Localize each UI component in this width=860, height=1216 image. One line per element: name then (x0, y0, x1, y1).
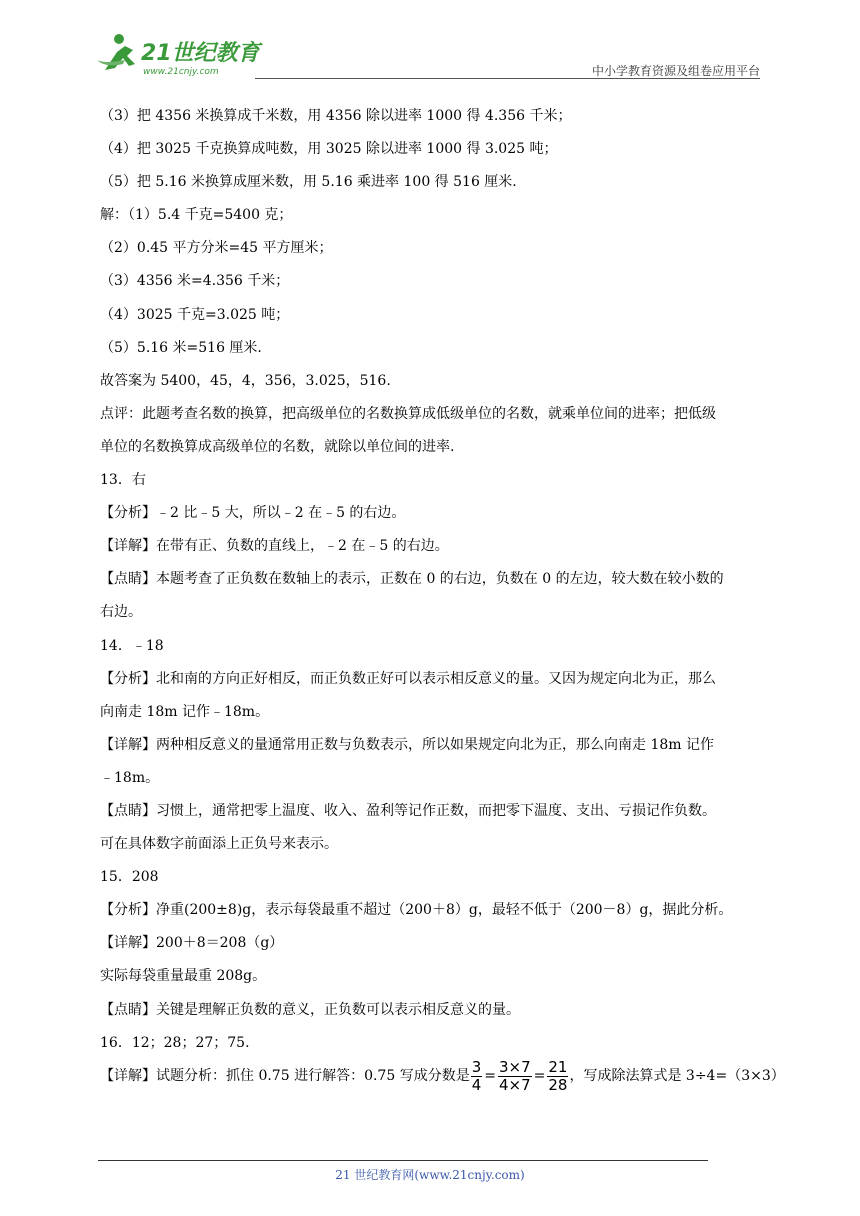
text-line: 【点睛】习惯上，通常把零上温度、收入、盈利等记作正数，而把零下温度、支出、亏损记作负数。 (100, 802, 716, 819)
text-line: （4）3025 千克=3.025 吨； (100, 306, 290, 323)
text-line: 点评：此题考查名数的换算，把高级单位的名数换算成低级单位的名数，就乘单位间的进率；把低级 (100, 405, 716, 422)
question-heading: 15．208 (100, 869, 159, 886)
text-line: （5）5.16 米=516 厘米. (100, 339, 262, 356)
text-line: 向南走 18m 记作﹣18m。 (100, 703, 270, 720)
text-line: 【点睛】本题考查了正负数在数轴上的表示，正数在 0 的右边，负数在 0 的左边，较大数在较小数的 (100, 571, 724, 588)
fraction-line (100, 1058, 785, 1095)
text-line: 【详解】在带有正、负数的直线上，﹣2 在﹣5 的右边。 (100, 538, 449, 555)
footer-site-link[interactable]: 21 世纪教育网(www.21cnjy.com) (335, 1168, 525, 1182)
header-divider (255, 78, 760, 79)
text-line: （3）把 4356 米换算成千米数，用 4356 除以进率 1000 得 4.356 千米； (100, 108, 572, 124)
text-line: 右边。 (100, 604, 142, 621)
text-line: 【分析】净重(200±8)g，表示每袋最重不超过（200＋8）g，最轻不低于（200－8）g，据此分析。 (100, 902, 733, 919)
text-line: 实际每袋重量最重 208g。 (100, 968, 267, 985)
question-heading: 13．右 (100, 472, 146, 489)
logo-title: 21世纪教育 (141, 41, 260, 66)
text-line: （3）4356 米=4.356 千米； (100, 273, 290, 290)
fraction-denominator: 4×7 (498, 1076, 531, 1095)
logo-url: www.21cnjy.com (143, 67, 219, 77)
question-heading: 16．12；28；27；75. (100, 1034, 250, 1051)
text-line: 【分析】北和南的方向正好相反，而正负数正好可以表示相反意义的量。又因为规定向北为正，那么 (100, 670, 716, 687)
text-line: （5）把 5.16 米换算成厘米数，用 5.16 乘进率 100 得 516 厘米. (100, 174, 517, 191)
text-line: 【详解】200＋8＝208（g） (100, 935, 284, 952)
text-line: （2）0.45 平方分米=45 平方厘米； (100, 240, 333, 257)
fraction-21-28 (547, 1060, 568, 1093)
page-header (95, 30, 760, 80)
equals-sign: = (533, 1068, 546, 1085)
fraction-denominator: 28 (548, 1076, 568, 1095)
text-line: 【点睛】关键是理解正负数的意义，正负数可以表示相反意义的量。 (100, 1001, 520, 1018)
text-line: ﹣18m。 (100, 769, 160, 786)
fraction-numerator: 3 (471, 1058, 482, 1077)
equals-sign: = (484, 1068, 496, 1085)
21cnjy-logo (95, 30, 265, 78)
footer-divider (98, 1160, 708, 1161)
fraction-line-suffix: ，写成除法算式是 3÷4=（3×3） (569, 1068, 785, 1085)
fraction-numerator: 3×7 (498, 1058, 531, 1077)
document-body (100, 100, 785, 1095)
header-platform-name: 中小学教育资源及组卷应用平台 (591, 64, 760, 78)
fraction-3x7-4x7 (498, 1060, 532, 1093)
fraction-line-prefix: 【详解】试题分析：抓住 0.75 进行解答：0.75 写成分数是 (100, 1068, 470, 1085)
text-line: 故答案为 5400，45，4，356，3.025，516. (100, 372, 391, 389)
question-heading: 14．﹣18 (100, 637, 164, 654)
text-line: 【详解】两种相反意义的量通常用正数与负数表示，所以如果规定向北为正，那么向南走 18m 记作 (100, 736, 714, 753)
text-line: 单位的名数换算成高级单位的名数，就除以单位间的进率. (100, 438, 455, 455)
fraction-numerator: 21 (548, 1058, 568, 1077)
text-line: 解：（1）5.4 千克=5400 克； (100, 207, 293, 224)
fraction-3-4 (471, 1060, 483, 1093)
fraction-denominator: 4 (471, 1076, 482, 1095)
text-line: 【分析】﹣2 比﹣5 大，所以﹣2 在﹣5 的右边。 (100, 505, 406, 522)
text-line: 可在具体数字前面添上正负号来表示。 (100, 836, 338, 853)
text-line: （4）把 3025 千克换算成吨数，用 3025 除以进率 1000 得 3.025 吨； (100, 141, 558, 158)
